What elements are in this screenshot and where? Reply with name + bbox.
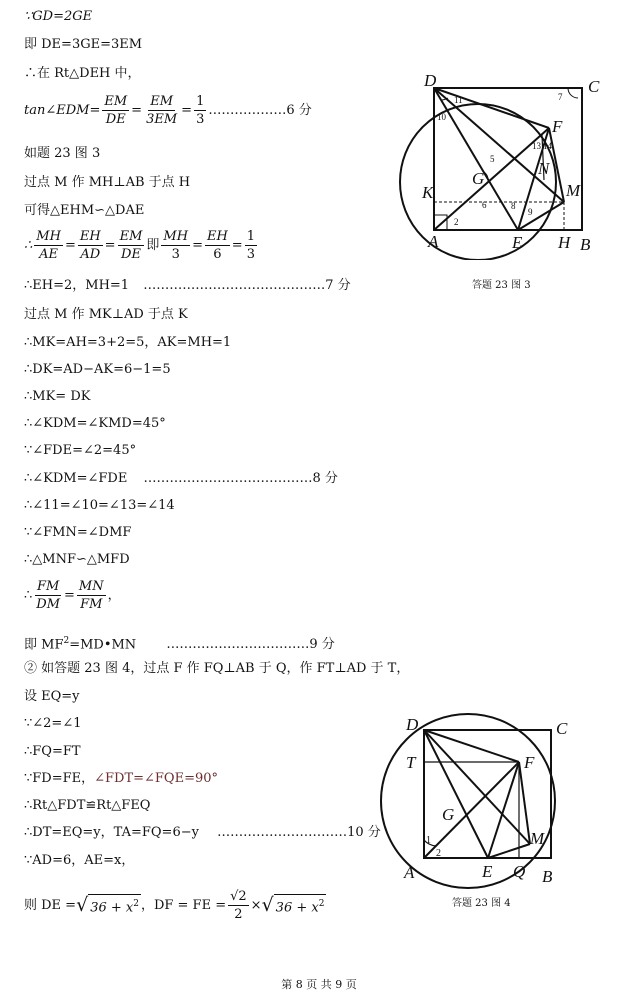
angle-7: 7 [558, 92, 563, 102]
label-t: T [406, 753, 416, 772]
numerator: 1 [246, 229, 255, 244]
label-g: G [472, 169, 485, 188]
label-c: C [556, 719, 568, 738]
score: ………………6 分 [208, 102, 312, 118]
line-5: 如题 23 图 3 [24, 146, 101, 161]
line-17: ∴∠11=∠10=∠13=∠14 [24, 498, 175, 513]
angle-2: 2 [454, 217, 459, 227]
line-20: ∴ $\frac{FM}{DM}$ = $\frac{MN}{FM}$ ， [24, 579, 121, 612]
fraction [194, 93, 206, 128]
radical-sign: √ [261, 894, 274, 917]
text-b: ，DF = FE = [140, 897, 227, 913]
segment-af [424, 762, 519, 858]
numerator: EM [150, 94, 174, 109]
circle [381, 714, 555, 888]
segment-em [488, 844, 530, 858]
label-d: D [406, 715, 419, 734]
fraction [228, 888, 249, 923]
line-23: 设 EQ=y [24, 689, 80, 704]
line-15: ∵∠FDE=∠2=45° [24, 443, 137, 458]
label-b: B [542, 867, 553, 886]
denominator: 2 [234, 907, 243, 922]
line-29: ∵AD=6，AE=x， [24, 853, 135, 868]
ji: 即 [146, 237, 160, 253]
denominator: DM [36, 597, 61, 612]
label-b: B [580, 235, 591, 254]
angle-14: 14 [543, 141, 552, 151]
superscript: 2 [63, 636, 70, 646]
page-footer: 第 8 页 共 9 页 [281, 978, 357, 991]
numerator: MN [78, 579, 104, 594]
figure-23-3 [392, 70, 612, 260]
line-21 [24, 632, 335, 654]
text-a: 即 MF [24, 637, 64, 653]
line-2: 即 DE=3GE=3EM [24, 37, 143, 52]
fraction [34, 228, 63, 263]
denominator: DE [105, 112, 126, 127]
figure-23-4 [370, 706, 580, 896]
fraction [34, 578, 62, 613]
line-27: ∴Rt△FDT≌Rt△FEQ [24, 798, 151, 813]
fraction [144, 93, 179, 128]
line-1: ∵GD=2GE [24, 9, 93, 24]
line-6: 过点 M 作 MH⊥AB 于点 H [24, 175, 191, 190]
label-d: D [424, 71, 437, 90]
denominator: AE [39, 247, 59, 262]
radicand [274, 894, 327, 917]
label-m: M [530, 829, 545, 848]
score: …………………………10 分 [217, 825, 381, 840]
sqrt-expression [76, 894, 141, 917]
denominator: AD [80, 247, 101, 262]
line-28 [24, 824, 381, 842]
line-19: ∴△MNF∽△MFD [24, 552, 130, 567]
label-c: C [588, 77, 600, 96]
text: ∴DT=EQ=y，TA=FQ=6−y [24, 825, 199, 840]
score: ……………………………9 分 [166, 637, 335, 653]
times: × [250, 897, 262, 913]
denominator: 3 [171, 247, 180, 262]
fraction [102, 93, 129, 128]
fraction [161, 228, 190, 263]
denominator: 3 [196, 112, 205, 127]
radicand [88, 894, 141, 917]
label-q: Q [513, 862, 526, 881]
line-10: 过点 M 作 MK⊥AD 于点 K [24, 307, 188, 322]
angle-10: 10 [437, 112, 446, 122]
line-30 [24, 888, 326, 923]
angle-13: 13 [532, 141, 541, 151]
fraction [245, 228, 257, 263]
line-25: ∴FQ=FT [24, 744, 81, 759]
label-g: G [442, 805, 455, 824]
angle-8: 8 [511, 201, 516, 211]
denominator: 3 [246, 247, 255, 262]
line-22: ② 如答题 23 图 4，过点 F 作 FQ⊥AB 于 Q，作 FT⊥AD 于 T， [24, 661, 410, 676]
line-7: 可得△EHM∽△DAE [24, 203, 145, 218]
sqrt-expression [262, 894, 327, 917]
angle-1: 1 [426, 835, 431, 846]
angle-5: 5 [490, 154, 495, 164]
fraction [78, 228, 103, 263]
fraction [77, 578, 106, 613]
numerator: √2 [230, 889, 247, 904]
label-f: F [524, 753, 535, 772]
numerator: FM [36, 579, 60, 594]
numerator: EM [104, 94, 128, 109]
text-b: ∠FDT=∠FQE=90° [94, 771, 219, 786]
line-14: ∴∠KDM=∠KMD=45° [24, 416, 166, 431]
line-3: ∴在 Rt△DEH 中， [24, 66, 141, 81]
label-m: M [566, 181, 581, 200]
superscript: 2 [318, 898, 325, 909]
numerator: 1 [196, 94, 205, 109]
therefore: ∴ [24, 587, 33, 603]
comma: ， [107, 587, 121, 603]
line-11: ∴MK=AH=3+2=5，AK=MH=1 [24, 335, 232, 350]
numerator: MH [163, 229, 189, 244]
text-a: ∵FD=FE， [24, 771, 95, 786]
label-f: F [552, 117, 563, 136]
label-e: E [512, 233, 523, 252]
numerator: EH [206, 229, 228, 244]
figure-4-caption: 答题 23 图 4 [452, 898, 511, 909]
line-9 [24, 277, 351, 295]
radicand-text: 36 + x [90, 900, 134, 916]
label-n: N [538, 159, 550, 178]
line-18: ∵∠FMN=∠DMF [24, 525, 132, 540]
line-8: ∴ $\frac{MH}{AE}$ = $\frac{EH}{AD}$ = $\frac{EM}{DE}$ 即 $\frac{MH}{3}$ = $\frac{EH}{6}$ = $\frac{1}{3}$ [24, 229, 255, 262]
numerator: MH [36, 229, 61, 244]
numerator: EH [79, 229, 101, 244]
radicand-text: 36 + x [275, 900, 319, 916]
score: ……………………………………7 分 [143, 278, 351, 293]
line-4: tan∠EDM= $\frac{EM}{DE}$ = $\frac{EM}{3EM}$ = $\frac{1}{3}$ ………………6 分 [24, 94, 312, 127]
line-13: ∴MK= DK [24, 389, 91, 404]
label-a: A [404, 863, 415, 882]
label-k: K [422, 183, 434, 202]
figure-3-caption: 答题 23 图 3 [472, 280, 531, 291]
angle-11: 11 [454, 95, 463, 105]
tan-label: tan∠EDM= [24, 102, 101, 118]
text: ∴EH=2，MH=1 [24, 278, 130, 293]
segment-fm [519, 762, 530, 844]
text: ∴∠KDM=∠FDE [24, 471, 128, 486]
angle-9: 9 [528, 207, 533, 217]
line-26 [24, 770, 218, 788]
angle-6: 6 [482, 200, 487, 210]
label-a: A [428, 232, 439, 251]
numerator: EM [119, 229, 143, 244]
denominator: 6 [213, 247, 222, 262]
angle-arc [568, 88, 578, 98]
line-16 [24, 470, 338, 488]
score: …………………………………8 分 [143, 471, 338, 486]
denominator: FM [80, 597, 103, 612]
angle-2: 2 [436, 848, 441, 859]
denominator: 3EM [146, 112, 178, 127]
radical-sign: √ [76, 894, 89, 917]
text-a: 则 DE = [24, 897, 77, 913]
therefore: ∴ [24, 237, 33, 253]
superscript: 2 [133, 898, 139, 909]
fraction [205, 228, 230, 263]
fraction [118, 228, 145, 263]
text-b: =MD•MN [69, 637, 137, 653]
label-h: H [558, 233, 571, 252]
line-12: ∴DK=AD−AK=6−1=5 [24, 362, 171, 377]
label-e: E [482, 862, 493, 881]
denominator: DE [121, 247, 141, 262]
line-24: ∵∠2=∠1 [24, 716, 82, 731]
